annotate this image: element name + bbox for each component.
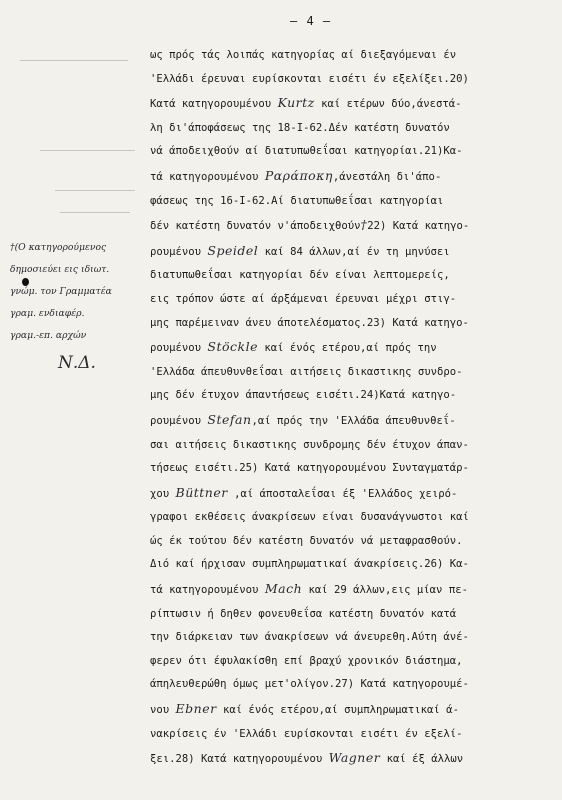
typed-text: λη δι'άποφάσεως της 18-I-62.Δέν κατέστη δυνατόν: [150, 121, 450, 134]
typed-text: δέν κατέστη δυνατόν ν'άποδειχθούν: [150, 220, 361, 233]
typed-text: ρουμένου: [150, 414, 208, 427]
typed-text: καί ετέρων δύο,άνεστά-: [314, 98, 462, 111]
margin-note-line: γραμ. ενδιαφέρ.: [10, 308, 85, 319]
text-line: [150, 239, 538, 265]
handwritten-name: Mach: [264, 581, 303, 597]
handwritten-name: †: [360, 217, 368, 233]
typed-text: καί ένός ετέρου,αί πρός την: [258, 342, 437, 355]
margin-note-line: δημοσιεύει εις ιδιωτ.: [10, 264, 110, 275]
typed-text: εις τρόπον ώστε αί άρξάμεναι έρευναι μέχρι στιγ-: [150, 292, 457, 305]
text-line: [150, 312, 538, 336]
page-number: — 4 —: [290, 14, 332, 28]
text-line: [150, 577, 538, 603]
typed-text: 'Ελλάδι έρευναι ευρίσκονται εισέτι έν εξελίξει.20): [150, 72, 469, 85]
text-line: [150, 384, 538, 408]
typed-text: γραφοι εκθέσεις άνακρίσεων είναι δυσανάγνωστοι καί: [150, 511, 469, 524]
margin-note-line: γραμ.-επ. αρχών: [10, 330, 87, 341]
typed-text: μης δέν έτυχον άπαντήσεως εισέτι.24)Κατά κατηγο-: [150, 389, 457, 402]
typed-text: Κατά κατηγορουμένου: [150, 98, 278, 111]
typed-text: ρίπτωσιν ή δηθεν φονευθεΐσα κατέστη δυνατόν κατά: [150, 607, 457, 620]
text-line: [150, 626, 538, 650]
text-line: [150, 91, 538, 117]
text-line: [150, 335, 538, 361]
bleed-through-line: [40, 150, 135, 151]
text-line: [150, 288, 538, 312]
text-line: [150, 457, 538, 481]
text-line: [150, 44, 538, 68]
typed-text: τά κατηγορουμένου: [150, 170, 265, 183]
bleed-through-line: [60, 212, 130, 213]
typed-text: 'Ελλάδα άπευθυνθεΐσαι αιτήσεις δικαστικης συνδρο-: [150, 365, 463, 378]
typed-text: ξει.28) Κατά κατηγορουμένου: [150, 753, 329, 766]
typed-text: ,άνεστάλη δι'άπο-: [332, 170, 442, 183]
handwritten-name: Stöckle: [207, 339, 258, 355]
handwritten-name: Wagner: [328, 750, 381, 766]
typed-text: διατυπωθεΐσαι κατηγορίαι δέν είναι λεπτομερείς,: [150, 269, 450, 282]
typed-text: νά άποδειχθούν αί διατυπωθεΐσαι κατηγορίαι.21)Κα-: [150, 145, 463, 158]
typed-text: καί ένός ετέρου,αί συμπληρωματικαί ά-: [216, 704, 459, 717]
typed-text: μης παρέμειναν άνευ άποτελέσματος.23) Κατά κατηγο-: [150, 316, 469, 329]
typed-text: καί 29 άλλων,εις μίαν πε-: [302, 584, 468, 597]
typed-text: νου: [150, 704, 176, 717]
typed-text: 22) Κατά κατηγο-: [367, 220, 470, 233]
bleed-through-line: [20, 60, 128, 61]
typed-text: τά κατηγορουμένου: [150, 584, 265, 597]
typed-text: φάσεως της 16-I-62.Αί διατυπωθεΐσαι κατηγορίαι: [150, 194, 444, 207]
handwritten-name: Stefan: [207, 411, 252, 427]
typed-text: την διάρκειαν των άνακρίσεων νά άνευρεθη.Αύτη άνέ-: [150, 631, 469, 644]
typed-text: ως πρός τάς λοιπάς κατηγορίας αί διεξαγόμεναι έν: [150, 49, 457, 61]
typed-text: ρουμένου: [150, 245, 208, 258]
text-line: [150, 650, 538, 674]
text-line: [150, 481, 538, 507]
text-line: [150, 164, 538, 190]
typed-text: ρουμένου: [150, 342, 208, 355]
typed-text: καί έξ άλλων: [380, 753, 464, 766]
text-line: [150, 434, 538, 458]
margin-note-line: γνώμ. τον Γραμματέα: [10, 286, 112, 297]
text-line: [150, 603, 538, 627]
text-line: [150, 530, 538, 554]
handwritten-name: Ebner: [175, 701, 217, 717]
text-line: [150, 361, 538, 385]
text-line: [150, 140, 538, 164]
handwritten-name: Ραράποκη: [264, 167, 333, 183]
text-line: [150, 723, 538, 747]
text-line: [150, 213, 538, 239]
typed-text: καί 84 άλλων,αί έν τη μηνύσει: [258, 245, 450, 258]
margin-note-line: †(Ο κατηγορούμενος: [10, 242, 107, 253]
handwritten-name: Büttner: [175, 484, 228, 500]
typed-text: σαι αιτήσεις δικαστικης συνδρομης δέν έτυχον άπαν-: [150, 438, 469, 451]
typed-text: ,αί άποσταλεΐσαι έξ 'Ελλάδος χειρό-: [227, 487, 458, 500]
text-line: [150, 264, 538, 288]
text-line: [150, 408, 538, 434]
bleed-through-line: [55, 190, 135, 191]
handwritten-name: Speidel: [207, 242, 259, 258]
text-line: [150, 117, 538, 141]
text-line: [150, 553, 538, 577]
handwritten-margin-note: [10, 237, 138, 347]
text-line: [150, 190, 538, 214]
text-line: [150, 746, 538, 772]
handwritten-initials: Ν.Δ.: [58, 353, 96, 373]
handwritten-name: Kurtz: [277, 95, 315, 111]
text-line: [150, 697, 538, 723]
typed-text: ώς έκ τούτου δέν κατέστη δυνατόν νά μεταφρασθούν.: [150, 534, 463, 547]
text-line: [150, 673, 538, 697]
typed-text: χου: [150, 487, 176, 500]
typed-text: τήσεως εισέτι.25) Κατά κατηγορουμένου Συνταγματάρ-: [150, 462, 469, 475]
typed-text: νακρίσεις έν 'Ελλάδι ευρίσκονται εισέτι έν εξελί-: [150, 727, 463, 740]
text-line: [150, 506, 538, 530]
typed-text: φερεν ότι έφυλακίσθη επί βραχύ χρονικόν διάστημα,: [150, 654, 463, 667]
typed-text: Διό καί ήρχισαν συμπληρωματικαί άνακρίσεις.26) Κα-: [150, 558, 469, 571]
typed-body-text: [150, 44, 538, 772]
typed-text: άπηλευθερώθη όμως μετ'ολίγον.27) Κατά κατηγορουμέ-: [150, 678, 469, 691]
text-line: [150, 68, 538, 92]
typed-text: ,αί πρός την 'Ελλάδα άπευθυνθεΐ-: [251, 414, 456, 427]
